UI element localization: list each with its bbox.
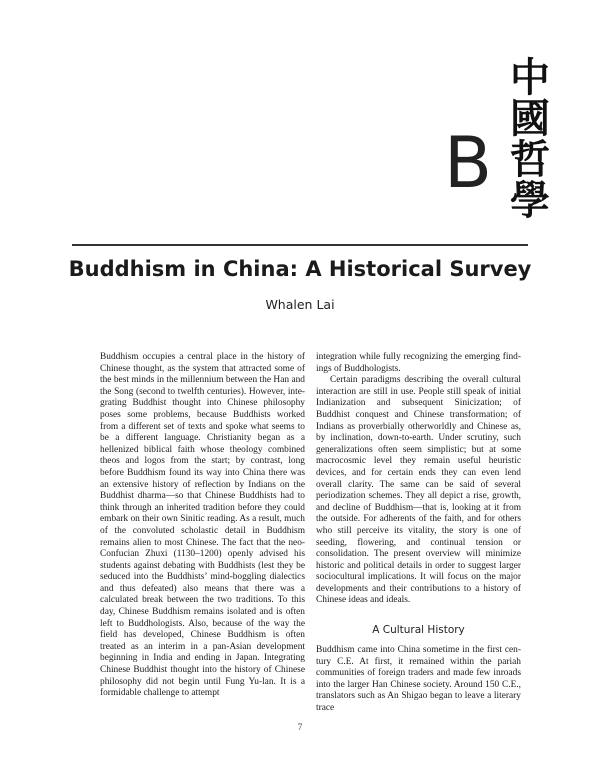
paragraph: Certain paradigms describing the overall cultural interaction are still in use. People still speak of initial Indianization and subsequent Sinicization; of Buddhist conquest and Chinese transformation; of Indians as proverbially otherworldly and Chinese as, by inclination, down-to-earth. Under scrutiny, such generalizations often seem simplistic; but at some macrocosmic level they remain useful heuristic devices, and for certain ends they can even lend overall clarity. The same can be said of several periodization schemes. They all depict a rise, growth, and decline of Buddhism—that is, looking at it from the outside. For adherents of the faith, and for others who still perceive its vitality, the story is one of seeding, flowering, and continual tension or consolidation. The present overview will minimize historic and political details in order to suggest larger sociocultural implications. It will focus on the major developments and their contributions to a history of Chinese ideas and ideals. bbox=[316, 375, 521, 606]
paragraph: integration while fully recognizing the emerging findings of Buddhologists. bbox=[316, 352, 521, 374]
section-subheading: A Cultural History bbox=[372, 624, 465, 637]
right-column bbox=[316, 352, 521, 715]
left-column bbox=[100, 352, 305, 700]
paragraph: Buddhism came into China sometime in the first century C.E. At first, it remained within the pariah communities of foreign traders and made few inroads into the larger Han Chinese society. Around 150 C.E., translators such as An Shigao began to leave a literary trace bbox=[316, 645, 521, 714]
article-author: Whalen Lai bbox=[265, 297, 335, 312]
section-letter: B bbox=[444, 122, 493, 204]
article-title: Buddhism in China: A Historical Survey bbox=[68, 257, 532, 281]
page-number: 7 bbox=[297, 723, 303, 733]
title-divider bbox=[72, 244, 528, 246]
cjk-character: 哲 bbox=[510, 136, 550, 183]
cjk-character: 國 bbox=[510, 95, 550, 142]
paragraph: Buddhism occupies a central place in the history of Chinese thought, as the system that attracted some of the best minds in the millennium between the Han and the Song (second to twelfth centuries). However, integrating Buddhist thought into Chinese philosophy poses some problems, because Buddhists worked from a different set of texts and spoke what seems to be a different language. Christianity began as a hellenized biblical faith whose theology combined theos and logos from the start; by contrast, long before Buddhism found its way into China there was an extensive history of reflection by Indians on the Buddhist dharma—so that Chinese Buddhists had to think through an inherited tradition before they could embark on their own Sinitic reading. As a result, much of the convoluted scholastic detail in Buddhism remains alien to most Chinese. The fact that the neo-Confucian Zhuxi (1130–1200) openly advised his students against debating with Buddhists (lest they be seduced into the Buddhists’ mind-boggling dialectics and thus defeated) also means that there was a calculated break between the two traditions. To this day, Chinese Buddhism remains isolated and is often left to Buddhologists. Also, because of the way the field has developed, Chinese Buddhism is often treated as an interim in a pan-Asian development beginning in India and ending in Japan. Integrating Chinese Buddhist thought into the history of Chinese philosophy did not begin until Fung Yu-lan. It is a formidable challenge to attempt bbox=[100, 352, 305, 699]
cjk-character: 中 bbox=[510, 54, 550, 101]
chinese-philosophy-characters bbox=[505, 54, 555, 224]
cjk-character: 學 bbox=[510, 177, 550, 224]
